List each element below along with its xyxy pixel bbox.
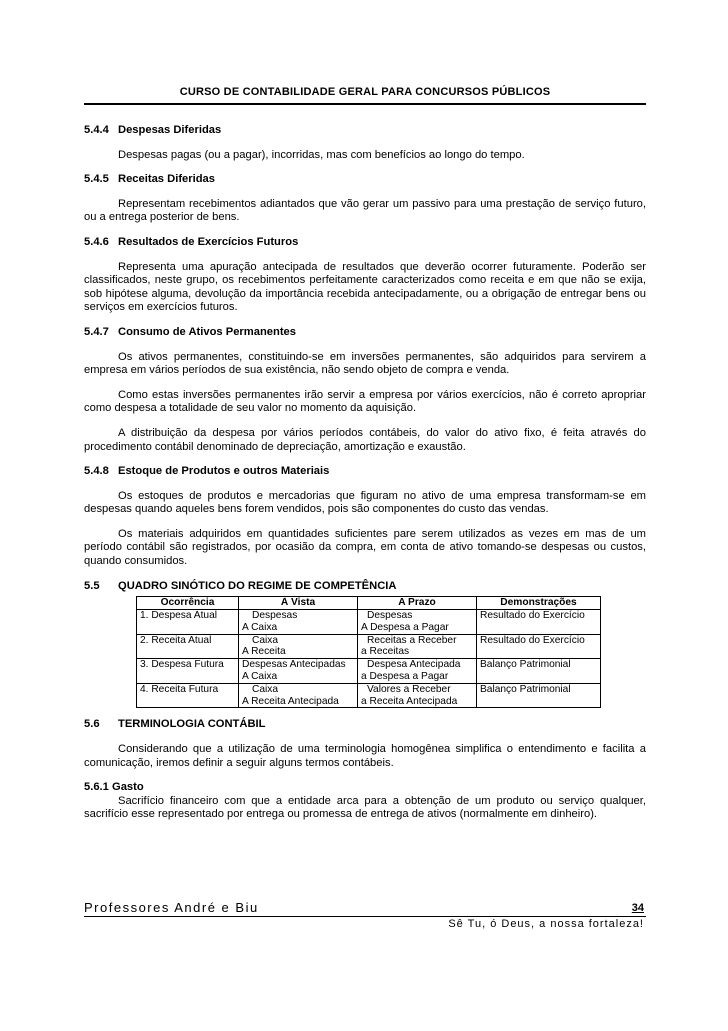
cell-text: Resultado do Exercício xyxy=(480,610,585,622)
section-title: Receitas Diferidas xyxy=(118,173,216,186)
cell-text: a Receitas xyxy=(361,646,410,658)
section-heading xyxy=(84,580,646,594)
cell-text: Caixa xyxy=(252,683,279,695)
section-title: Estoque de Produtos e outros Materiais xyxy=(118,465,330,478)
table-cell xyxy=(477,610,601,635)
table-cell xyxy=(239,659,358,684)
cell-text: 1. Despesa Atual xyxy=(140,610,218,622)
table-cell xyxy=(477,634,601,659)
cell-text: a Despesa a Pagar xyxy=(361,671,449,683)
column-header: A Prazo xyxy=(358,597,477,610)
paragraph: Os ativos permanentes, constituindo-se em inversões permanentes, são adquiridos para servirem a empresa em vários períodos de sua existência, não sendo objeto de compra e venda. xyxy=(84,350,646,377)
table-cell xyxy=(358,610,477,635)
paragraph: Representam recebimentos adiantados que vão gerar um passivo para uma prestação de serviço futuro, ou a entrega posterior de bens. xyxy=(84,197,646,224)
section-heading xyxy=(84,236,646,250)
section-heading xyxy=(84,781,646,795)
section-number: 5.6.1 xyxy=(84,781,109,794)
cell-text: Valores a Receber xyxy=(367,683,451,695)
cell-text: 3. Despesa Futura xyxy=(140,659,224,671)
paragraph: Os materiais adquiridos em quantidades suficientes pare serem utilizados as vezes em mas de um período contábil são registrados, por ocasião da compra, em conta de ativo tomando-se despesas ou custos, quando consumidos. xyxy=(84,527,646,568)
paragraph: Considerando que a utilização de uma terminologia homogênea simplifica o entendimento e facilita a comunicação, iremos definir a seguir alguns termos contábeis. xyxy=(84,743,646,769)
cell-text: A Despesa a Pagar xyxy=(361,621,449,633)
paragraph: Como estas inversões permanentes irão servir a empresa por vários exercícios, não é correto apropriar como despesa a totalidade de seu valor no momento da aquisição. xyxy=(84,388,646,415)
cell-text: 4. Receita Futura xyxy=(140,683,219,695)
section-title: Despesas Diferidas xyxy=(118,124,222,136)
table-header-row xyxy=(137,597,601,610)
cell-text: Receitas a Receber xyxy=(367,634,457,646)
table-cell xyxy=(137,634,239,659)
section-heading xyxy=(84,124,646,138)
table-row xyxy=(137,659,601,684)
paragraph: Despesas pagas (ou a pagar), incorridas, mas com benefícios ao longo do tempo. xyxy=(118,148,525,161)
table-cell xyxy=(358,634,477,659)
section-title: Resultados de Exercícios Futuros xyxy=(118,235,299,248)
column-header: Ocorrência xyxy=(137,597,239,610)
cell-text: Resultado do Exercício xyxy=(480,634,585,646)
footer-motto: Sê Tu, ó Deus, a nossa fortaleza! xyxy=(448,918,644,930)
table-row xyxy=(137,610,601,635)
document-body xyxy=(84,124,646,833)
cell-text: Despesas xyxy=(367,610,413,622)
table-row xyxy=(137,683,601,708)
table-cell xyxy=(239,634,358,659)
section-title: Consumo de Ativos Permanentes xyxy=(118,325,297,338)
column-header: Demonstrações xyxy=(477,597,601,610)
table-cell xyxy=(137,659,239,684)
cell-text: A Caixa xyxy=(242,671,278,683)
cell-text: Despesa Antecipada xyxy=(367,659,461,671)
cell-text: Balanço Patrimonial xyxy=(480,659,571,671)
footer-divider xyxy=(84,916,646,917)
section-number: 5.4.5 xyxy=(84,173,109,186)
cell-text: A Receita xyxy=(242,646,286,658)
column-header: À Vista xyxy=(239,597,358,610)
section-title: Gasto xyxy=(112,781,144,794)
section-heading xyxy=(84,173,646,187)
section-number: 5.4.6 xyxy=(84,235,109,248)
section-number: 5.5 xyxy=(84,579,100,592)
table-cell xyxy=(239,683,358,708)
section-heading xyxy=(84,718,646,732)
cell-text: Caixa xyxy=(252,634,279,646)
table-cell xyxy=(137,683,239,708)
section-heading xyxy=(84,465,646,479)
cell-text: Despesas Antecipadas xyxy=(242,659,346,671)
cell-text: Balanço Patrimonial xyxy=(480,683,571,695)
cell-text: A Caixa xyxy=(242,621,278,633)
table-cell xyxy=(137,610,239,635)
paragraph: Os estoques de produtos e mercadorias que figuram no ativo de uma empresa transformam-se em despesas quando aqueles bens forem vendidos, pois são componentes do custo das vendas. xyxy=(84,489,646,516)
section-title: TERMINOLOGIA CONTÁBIL xyxy=(118,718,266,731)
paragraph: Sacrifício financeiro com que a entidade arca para a obtenção de um produto ou serviço qualquer, sacrifício esse representado por entrega ou promessa de entrega de ativos (normalmente em dinheiro). xyxy=(84,794,646,821)
cell-text: A Receita Antecipada xyxy=(242,695,339,707)
table-cell xyxy=(239,610,358,635)
section-number: 5.4.4 xyxy=(84,124,109,136)
cell-text: Despesas xyxy=(252,610,298,622)
table-row xyxy=(137,634,601,659)
header-divider xyxy=(84,103,646,105)
page-number: 34 xyxy=(631,902,644,914)
section-number: 5.6 xyxy=(84,718,100,731)
footer-authors: Professores André e Biu xyxy=(84,900,259,915)
cell-text: a Receita Antecipada xyxy=(361,695,458,707)
section-number: 5.4.7 xyxy=(84,325,109,338)
synoptic-table xyxy=(136,596,601,708)
paragraph: A distribuição da despesa por vários períodos contábeis, do valor do ativo fixo, é feita através do procedimento contábil denominado de depreciação, amortização e exaustão. xyxy=(84,426,646,453)
section-title: QUADRO SINÓTICO DO REGIME DE COMPETÊNCIA xyxy=(118,579,397,592)
section-heading xyxy=(84,326,646,340)
cell-text: 2. Receita Atual xyxy=(140,634,212,646)
table-cell xyxy=(358,659,477,684)
table-cell xyxy=(477,659,601,684)
page-header-title: CURSO DE CONTABILIDADE GERAL PARA CONCURSOS PÚBLICOS xyxy=(179,86,551,98)
table-cell xyxy=(477,683,601,708)
section-number: 5.4.8 xyxy=(84,465,109,478)
paragraph: Representa uma apuração antecipada de resultados que deverão ocorrer futuramente. Poderão ser classificados, neste grupo, os recebimentos perfeitamente caracterizados como receita e em que não se exija, sob hipótese alguma, devolução da importância recebida antecipadamente, ou a obrigação de entregar bens ou serviços em exercícios futuros. xyxy=(84,260,646,314)
table-cell xyxy=(358,683,477,708)
